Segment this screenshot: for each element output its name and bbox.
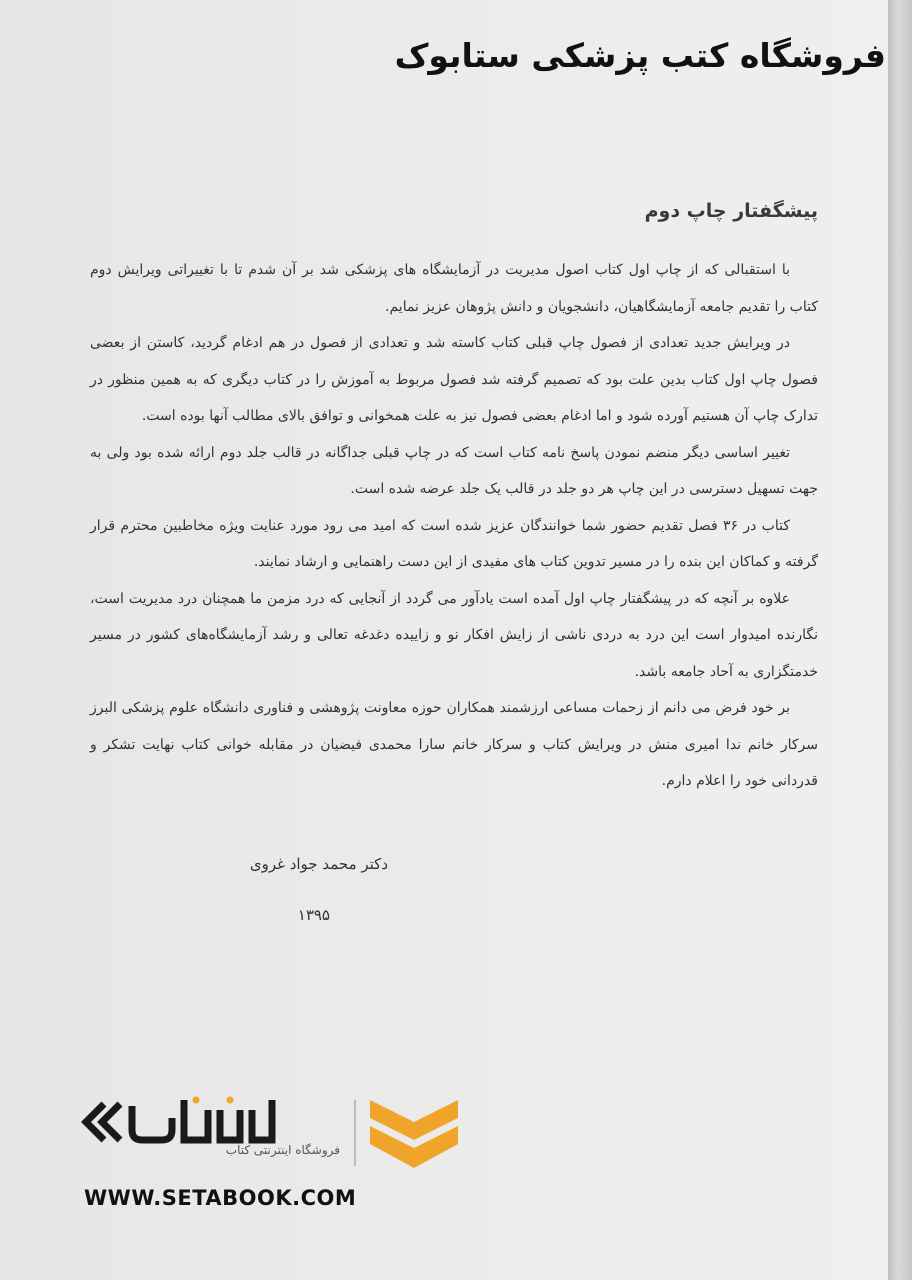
author-signature: دکتر محمد جواد غروی (249, 855, 388, 873)
paragraph-3: تغییر اساسی دیگر منضم نمودن پاسخ نامه کتاب است که در چاپ قبلی جداگانه در قالب جلد دوم ارائه شده بود ولی به جهت تسهیل دسترسی در این چاپ هر دو جلد در قالب یک جلد عرضه شده است. (90, 444, 818, 497)
preface-heading: پیشگفتار چاپ دوم (644, 200, 818, 222)
paragraph-6: بر خود فرض می دانم از زحمات مساعی ارزشمند همکاران حوزه معاونت پژوهشی و فناوری دانشگاه علوم پزشکی البرز سرکار خانم ندا امیری منش در ویرایش کتاب و سرکار خانم سارا محمدی فیضیان در مقابله خوانی کتاب نهایت تشکر و قدردانی خود را اعلام دارم. (90, 700, 818, 789)
setabook-logo (76, 1096, 396, 1176)
logo-divider (354, 1100, 356, 1166)
book-chevron-icon (366, 1096, 462, 1172)
paragraph-1: با استقبالی که از چاپ اول کتاب اصول مدیریت در آزمایشگاه های پزشکی شد بر آن شدم تا با تغییراتی ویرایش دوم کتاب را تقدیم جامعه آزمایشگاهیان، دانشجویان و دانش پژوهان عزیز نمایم. (90, 262, 818, 315)
paragraph-5: علاوه بر آنچه که در پیشگفتار چاپ اول آمده است یادآور می گردد از آنجایی که درد مزمن ما همچنان درد مدیریت است، نگارنده امیدوار است این درد به دردی ناشی از زایش افکار نو و زاییده دغدغه تعالی و رشد آزمایشگاه‌های کشور در مسیر خدمتگزاری به آحاد جامعه باشد. (90, 590, 818, 680)
paragraph-4: کتاب در ۳۶ فصل تقدیم حضور شما خوانندگان عزیز شده است که امید می رود مورد عنایت ویژه مخاطبین محترم قرار گرفته و کماکان این بنده را در مسیر تدوین کتاب های مفیدی از این دست راهنمایی و ارشاد نمایند. (90, 517, 818, 570)
store-title: فروشگاه کتب پزشکی ستابوک (394, 36, 886, 75)
page-edge (888, 0, 912, 1280)
website-url: WWW.SETABOOK.COM (84, 1186, 357, 1210)
paragraph-2: در ویرایش جدید تعدادی از فصول چاپ قبلی کتاب کاسته شد و تعدادی از فصول در هم ادغام گردید، کاستن از بعضی فصول چاپ اول کتاب بدین علت بود که تصمیم گرفته شد فصول مربوط به آموزش را در کتاب دیگری که به همین منظور در تدارک چاپ آن هستیم آورده شود و اما ادغام بعضی فصول نیز به علت همخوانی و توافق بالای مطالب آنها بوده است. (90, 335, 818, 424)
preface-year: ۱۳۹۵ (297, 906, 330, 924)
preface-body (90, 252, 818, 800)
logo-subtitle: فروشگاه اینترنتی کتاب (225, 1143, 340, 1157)
